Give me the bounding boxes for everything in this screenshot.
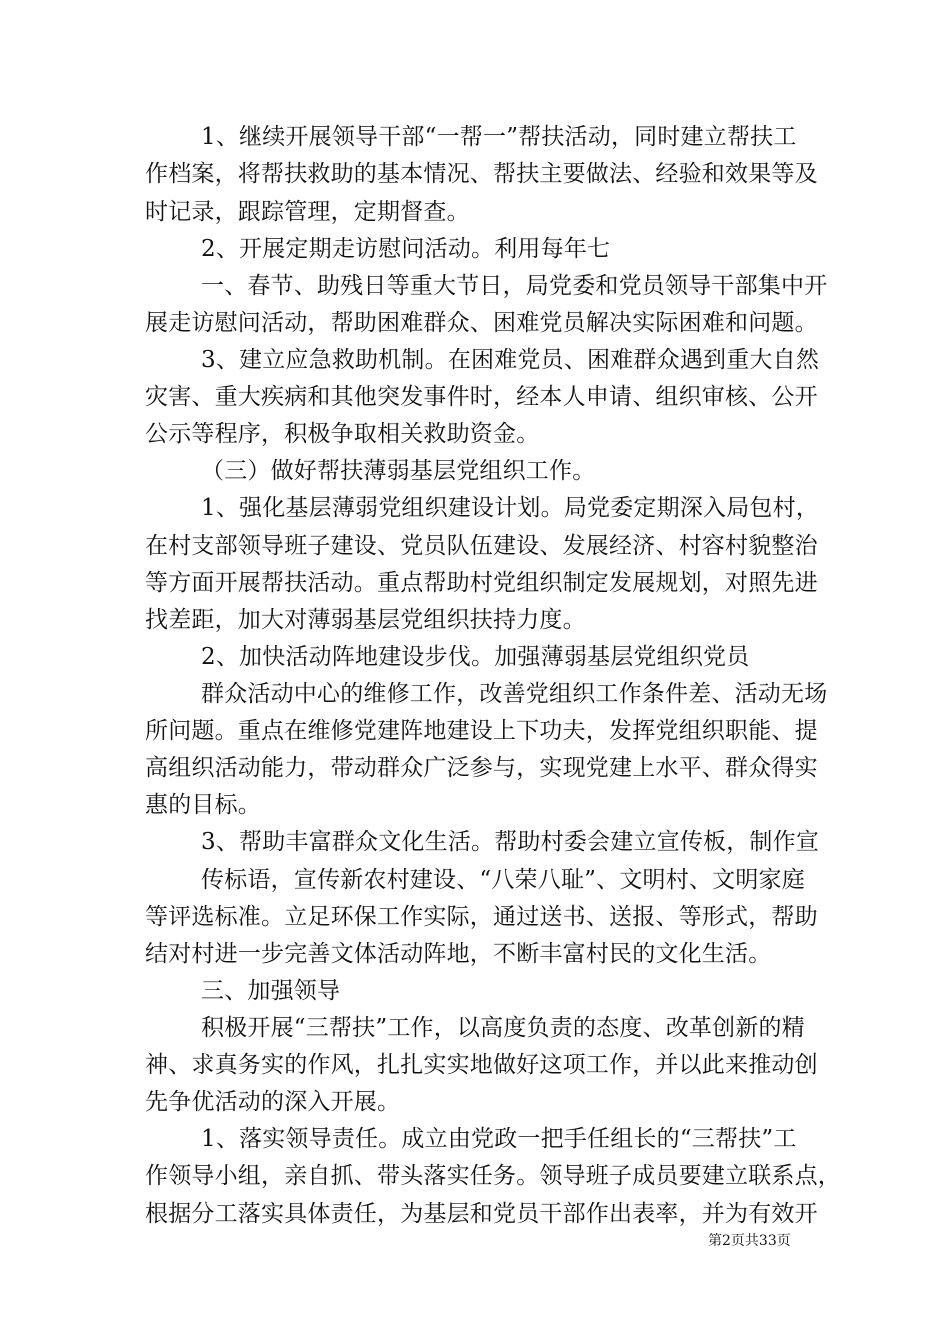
text-line: 1、落实领导责任。成立由党政一把手任组长的“三帮扶”工 — [201, 1126, 797, 1152]
text-line: 根据分工落实具体责任，为基层和党员干部作出表率，并为有效开 — [145, 1201, 818, 1227]
text-line: 3、建立应急救助机制。在困难党员、困难群众遇到重大自然 — [201, 347, 820, 373]
text-line: 在村支部领导班子建设、党员队伍建设、发展经济、村容村貌整治 — [145, 533, 818, 559]
text-line: 高组织活动能力，带动群众广泛参与，实现党建上水平、群众得实 — [145, 755, 818, 781]
text-line: 1、强化基层薄弱党组织建设计划。局党委定期深入局包村， — [201, 495, 820, 521]
text-line: 惠的目标。 — [145, 792, 261, 818]
page-number: 第2页共33页 — [708, 1233, 791, 1249]
text-line: 作档案，将帮扶救助的基本情况、帮扶主要做法、经验和效果等及 — [145, 161, 818, 187]
text-line: 作领导小组，亲自抓、带头落实任务。领导班子成员要建立联系点， — [145, 1163, 841, 1189]
text-line: 传标语，宣传新农村建设、“八荣八耻”、文明村、文明家庭 — [201, 867, 805, 893]
text-line: 等方面开展帮扶活动。重点帮助村党组织制定发展规划，对照先进 — [145, 570, 818, 596]
section-heading: 三、加强领导 — [201, 978, 341, 1004]
text-line: 所问题。重点在维修党建阵地建设上下功夫，发挥党组织职能、提 — [145, 718, 818, 744]
text-line: 先争优活动的深入开展。 — [145, 1089, 401, 1115]
text-line: 等评选标准。立足环保工作实际，通过送书、送报、等形式，帮助 — [145, 904, 818, 930]
section-heading: （三）做好帮扶薄弱基层党组织工作。 — [201, 458, 596, 484]
text-line: 神、求真务实的作风，扎扎实实地做好这项工作，并以此来推动创 — [145, 1052, 818, 1078]
text-line: 积极开展“三帮扶”工作，以高度负责的态度、改革创新的精 — [201, 1015, 805, 1041]
text-line: 时记录，跟踪管理，定期督查。 — [145, 199, 470, 225]
text-line: 找差距，加大对薄弱基层党组织扶持力度。 — [145, 607, 586, 633]
text-line: 群众活动中心的维修工作，改善党组织工作条件差、活动无场 — [201, 681, 828, 707]
text-line: 一、春节、助残日等重大节日，局党委和党员领导干部集中开 — [201, 273, 828, 299]
text-line: 灾害、重大疾病和其他突发事件时，经本人申请、组织审核、公开 — [145, 384, 818, 410]
text-line: 1、继续开展领导干部“一帮一”帮扶活动，同时建立帮扶工 — [201, 124, 797, 150]
text-line: 2、加快活动阵地建设步伐。加强薄弱基层党组织党员 — [201, 644, 750, 670]
text-line: 2、开展定期走访慰问活动。利用每年七 — [201, 236, 611, 262]
text-line: 展走访慰问活动，帮助困难群众、困难党员解决实际困难和问题。 — [145, 310, 818, 336]
text-line: 3、帮助丰富群众文化生活。帮助村委会建立宣传板，制作宣 — [201, 829, 820, 855]
text-line: 结对村进一步完善文体活动阵地，不断丰富村民的文化生活。 — [145, 941, 772, 967]
text-line: 公示等程序，积极争取相关救助资金。 — [145, 421, 540, 447]
